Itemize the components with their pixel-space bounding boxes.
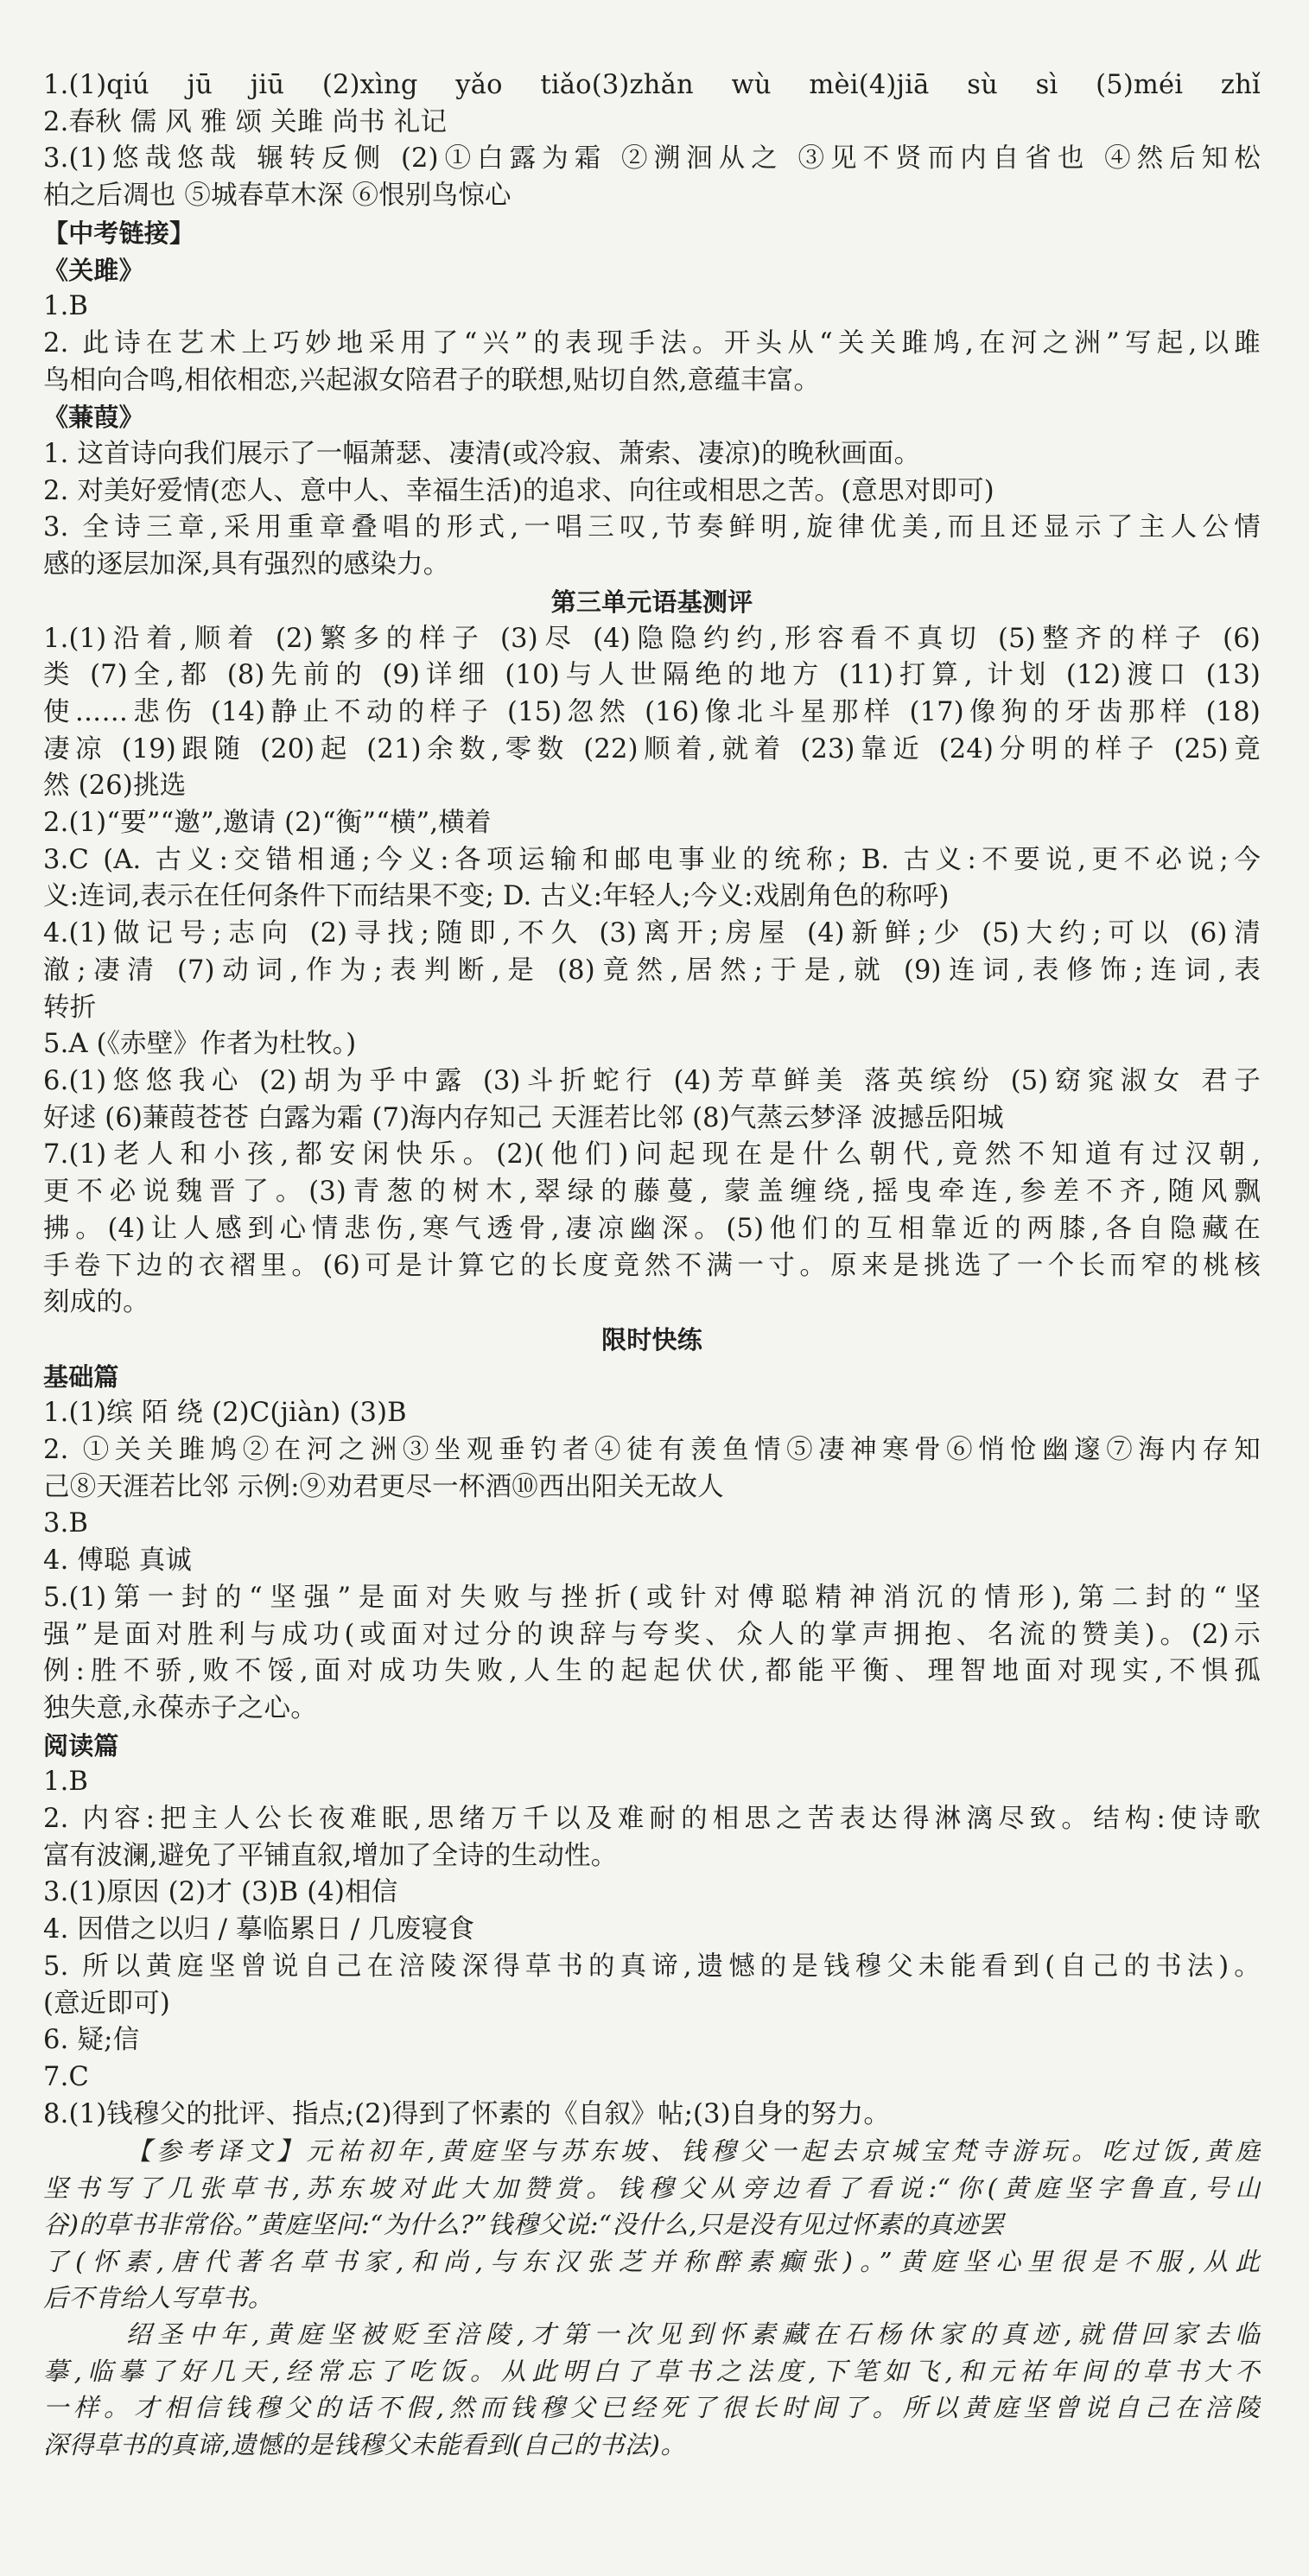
text-line: 类 (7)全,都 (8)先前的 (9)详细 (10)与人世隔绝的地方 (11)打算, 计划 (12)渡口 (13) <box>43 660 1261 691</box>
text-line: 使……悲伤 (14)静止不动的样子 (15)忽然 (16)像北斗星那样 (17)像狗的牙齿那样 (18) <box>43 696 1261 727</box>
text-line: 1.(1)缤 陌 绕 (2)C(jiàn) (3)B <box>43 1398 407 1429</box>
text-line: 3.(1)原因 (2)才 (3)B (4)相信 <box>43 1877 398 1908</box>
text-line: 独失意,永葆赤子之心。 <box>43 1692 317 1723</box>
text-line: 一样。才相信钱穆父的话不假,然而钱穆父已经死了很长时间了。所以黄庭坚曾说自己在涪陵 <box>43 2393 1261 2423</box>
section-title: 第三单元语基测评 <box>550 587 753 617</box>
text-line: 好逑 (6)蒹葭苍苍 白露为霜 (7)海内存知己 天涯若比邻 (8)气蒸云梦泽 波撼岳阳城 <box>43 1102 1004 1133</box>
text-line: 绍圣中年,黄庭坚被贬至涪陵,才第一次见到怀素藏在石杨休家的真迹,就借回家去临 <box>126 2319 1261 2350</box>
text-line: 7.C <box>43 2061 90 2092</box>
text-line: 谷)的草书非常俗。”黄庭坚问:“为什么?”钱穆父说:“没什么,只是没有见过怀素的真迹罢 <box>43 2210 1005 2240</box>
text-line: 7.(1)老人和小孩,都安闲快乐。(2)(他们)问起现在是什么朝代,竟然不知道有过汉朝, <box>43 1139 1261 1171</box>
text-line: 后不肯给人写草书。 <box>43 2283 274 2313</box>
text-line: 5.A (《赤壁》作者为杜牧。) <box>43 1029 357 1060</box>
text-line: 3.B <box>43 1508 89 1539</box>
text-line: 2. 此诗在艺术上巧妙地采用了“兴”的表现手法。开头从“关关雎鸠,在河之洲”写起,以雎 <box>43 327 1261 358</box>
text-line: 2. ①关关雎鸠②在河之洲③坐观垂钓者④徒有羡鱼情⑤凄神寒骨⑥悄怆幽邃⑦海内存知 <box>43 1435 1261 1466</box>
text-line: 摹,临摹了好几天,经常忘了吃饭。从此明白了草书之法度,下笔如飞,和元祐年间的草书大不 <box>43 2356 1261 2386</box>
text-line: 1.B <box>43 291 89 322</box>
text-line: 1.B <box>43 1767 89 1798</box>
text-line: 6. 疑;信 <box>43 2025 140 2056</box>
text-line: 手卷下边的衣褶里。(6)可是计算它的长度竟然不满一寸。原来是挑选了一个长而窄的桃核 <box>43 1250 1261 1281</box>
text-line: 2. 内容:把主人公长夜难眠,思绪万千以及难耐的相思之苦表达得淋漓尽致。结构:使诗歌 <box>43 1804 1261 1835</box>
text-line: 了(怀素,唐代著名草书家,和尚,与东汉张芝并称醉素癫张)。”黄庭坚心里很是不服,从此 <box>43 2246 1261 2276</box>
text-line: (意近即可) <box>43 1988 170 2019</box>
text-line: 3.(1)悠哉悠哉 辗转反侧 (2)①白露为霜 ②溯洄从之 ③见不贤而内自省也 ④然后知松 <box>43 143 1261 174</box>
section-title: 限时快练 <box>601 1324 702 1355</box>
text-line: 刻成的。 <box>43 1287 149 1318</box>
section-heading: 基础篇 <box>43 1361 119 1392</box>
text-line: 3. 全诗三章,采用重章叠唱的形式,一唱三叹,节奏鲜明,旋律优美,而且还显示了主人公情 <box>43 512 1261 543</box>
text-line: 1. 这首诗向我们展示了一幅萧瑟、凄清(或冷寂、萧索、凄凉)的晚秋画面。 <box>43 439 921 470</box>
text-line: 澈;凄清 (7)动词,作为;表判断,是 (8)竟然,居然;于是,就 (9)连词,表修饰;连词,表 <box>43 955 1261 986</box>
text-line: 2.春秋 儒 风 雅 颂 关雎 尚书 礼记 <box>43 106 448 137</box>
text-line: 8.(1)钱穆父的批评、指点;(2)得到了怀素的《自叙》帖;(3)自身的努力。 <box>43 2098 891 2129</box>
text-line: 己⑧天涯若比邻 示例:⑨劝君更尽一杯酒⑩西出阳关无故人 <box>43 1471 724 1502</box>
section-heading: 《蒹葭》 <box>43 403 144 433</box>
text-line: 4.(1)做记号;志向 (2)寻找;随即,不久 (3)离开;房屋 (4)新鲜;少 (5)大约;可以 (6)清 <box>43 918 1261 949</box>
text-line: 鸟相向合鸣,相依相恋,兴起淑女陪君子的联想,贴切自然,意蕴丰富。 <box>43 365 821 396</box>
text-line: 拂。(4)让人感到心情悲伤,寒气透骨,凄凉幽深。(5)他们的互相靠近的两膝,各自隐藏在 <box>43 1213 1261 1244</box>
text-line: 1.(1)qiú jū jiū (2)xìng yǎo tiǎo(3)zhǎn wù mèi(4)jiā sù sì (5)méi zhǐ <box>43 70 1261 100</box>
text-line: 富有波澜,避免了平铺直叙,增加了全诗的生动性。 <box>43 1840 618 1871</box>
section-heading: 《关雎》 <box>43 255 144 285</box>
text-line: 6.(1)悠悠我心 (2)胡为乎中露 (3)斗折蛇行 (4)芳草鲜美 落英缤纷 (5)窈窕淑女 君子 <box>43 1065 1261 1096</box>
text-line: 【参考译文】元祐初年,黄庭坚与苏东坡、钱穆父一起去京城宝梵寺游玩。吃过饭,黄庭 <box>126 2136 1261 2167</box>
text-line: 转折 <box>43 992 97 1023</box>
text-line: 强”是面对胜利与成功(或面对过分的谀辞与夸奖、众人的掌声拥抱、名流的赞美)。(2)示 <box>43 1619 1261 1650</box>
text-line: 柏之后凋也 ⑤城春草木深 ⑥恨别鸟惊心 <box>43 181 512 212</box>
text-line: 然 (26)挑选 <box>43 771 187 802</box>
text-line: 深得草书的真谛,遗憾的是钱穆父未能看到(自己的书法)。 <box>43 2429 687 2459</box>
text-line: 1.(1)沿着,顺着 (2)繁多的样子 (3)尽 (4)隐隐约约,形容看不真切 (5)整齐的样子 (6) <box>43 623 1261 654</box>
text-line: 2.(1)“要”“邀”,邀请 (2)“衡”“横”,横着 <box>43 808 492 839</box>
text-line: 2. 对美好爱情(恋人、意中人、幸福生活)的追求、向往或相思之苦。(意思对即可) <box>43 475 994 506</box>
text-line: 坚书写了几张草书,苏东坡对此大加赞赏。钱穆父从旁边看了看说:“你(黄庭坚字鲁直,号山 <box>43 2173 1261 2203</box>
text-line: 5. 所以黄庭坚曾说自己在涪陵深得草书的真谛,遗憾的是钱穆父未能看到(自己的书法)。 <box>43 1951 1261 1982</box>
section-heading: 【中考链接】 <box>43 218 195 248</box>
text-line: 凄凉 (19)跟随 (20)起 (21)余数,零数 (22)顺着,就着 (23)靠近 (24)分明的样子 (25)竟 <box>43 733 1261 765</box>
text-line: 4. 傅聪 真诚 <box>43 1545 193 1577</box>
text-line: 例:胜不骄,败不馁,面对成功失败,人生的起起伏伏,都能平衡、理智地面对现实,不惧孤 <box>43 1656 1261 1687</box>
section-heading: 阅读篇 <box>43 1730 119 1761</box>
text-line: 3.C (A. 古义:交错相通;今义:各项运输和邮电事业的统称; B. 古义:不要说,更不必说;今 <box>43 844 1261 875</box>
text-line: 义:连词,表示在任何条件下而结果不变; D. 古义:年轻人;今义:戏剧角色的称呼) <box>43 881 950 912</box>
text-line: 5.(1)第一封的“坚强”是面对失败与挫折(或针对傅聪精神消沉的情形),第二封的“坚 <box>43 1582 1261 1613</box>
text-line: 感的逐层加深,具有强烈的感染力。 <box>43 549 450 581</box>
text-line: 4. 因借之以归 / 摹临累日 / 几废寝食 <box>43 1914 475 1945</box>
text-line: 更不必说魏晋了。(3)青葱的树木,翠绿的藤蔓, 蒙盖缠绕,摇曳牵连,参差不齐,随风飘 <box>43 1177 1261 1208</box>
